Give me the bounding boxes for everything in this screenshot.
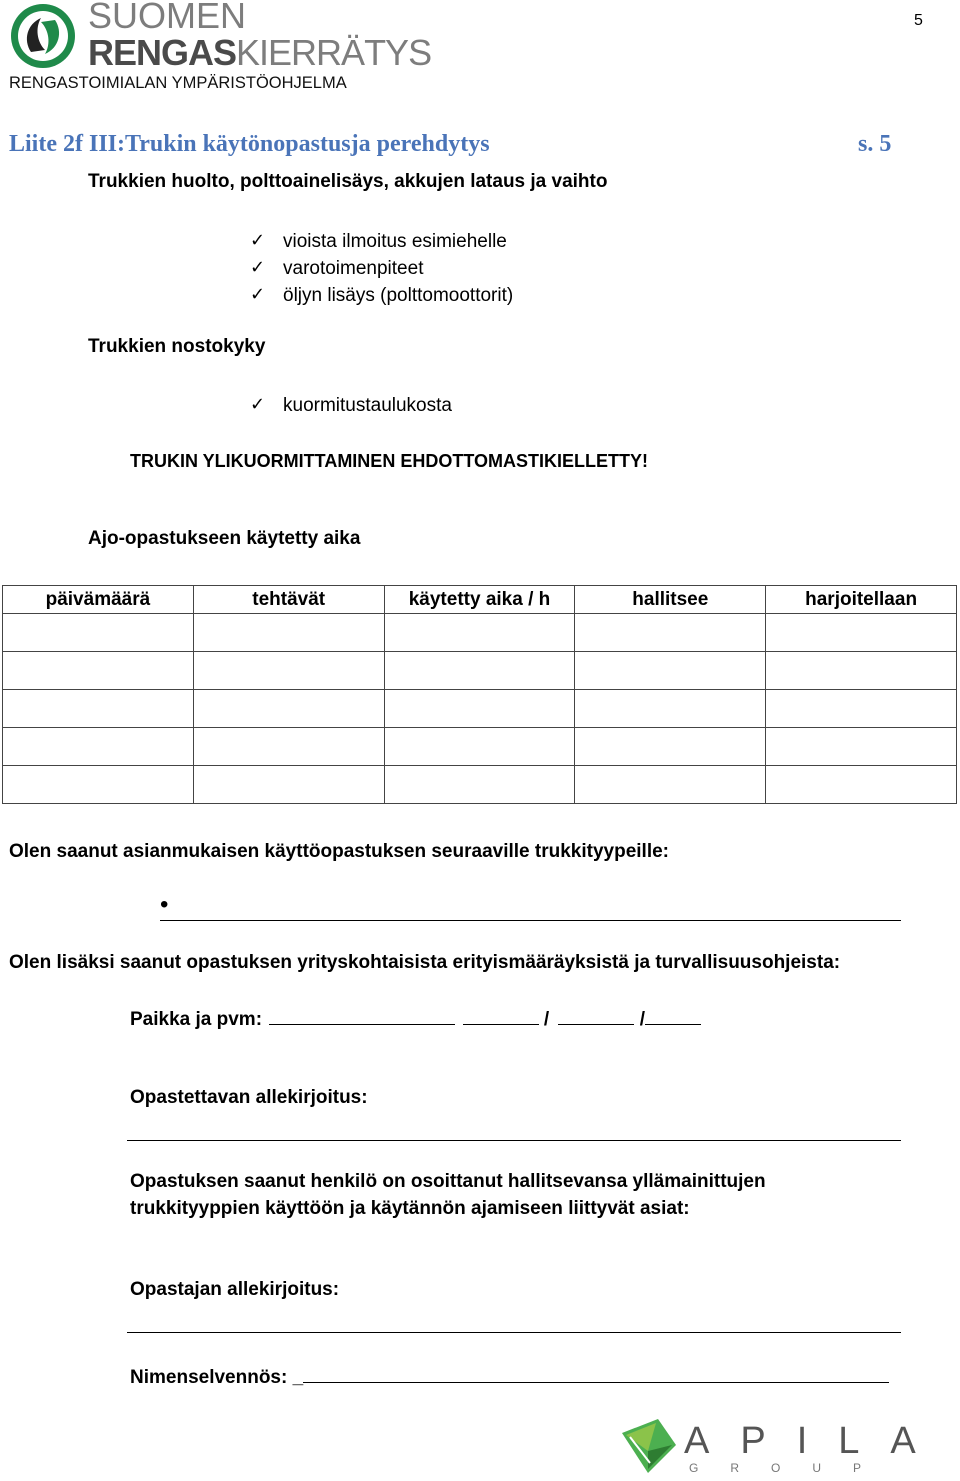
table-row xyxy=(3,614,957,652)
table-cell[interactable] xyxy=(384,614,575,652)
competence-statement-line1: Opastuksen saanut henkilö on osoittanut hallitsevansa yllämainittujen xyxy=(130,1171,766,1192)
table-cell[interactable] xyxy=(766,652,957,690)
page-number: 5 xyxy=(914,12,923,29)
apila-wordmark: APILA xyxy=(684,1420,947,1462)
table-cell[interactable] xyxy=(384,766,575,804)
overload-warning: TRUKIN YLIKUORMITTAMINEN EHDOTTOMASTIKIELLETTY! xyxy=(130,451,648,471)
competence-statement-line2: trukkityyppien käyttöön ja käytännön ajamiseen liittyvät asiat: xyxy=(130,1198,690,1219)
column-header-time-used: käytetty aika / h xyxy=(384,586,575,614)
table-row xyxy=(3,652,957,690)
table-cell[interactable] xyxy=(193,766,384,804)
month-input-line[interactable] xyxy=(558,1006,634,1025)
table-cell[interactable] xyxy=(766,728,957,766)
table-cell[interactable] xyxy=(193,690,384,728)
table-cell[interactable] xyxy=(575,766,766,804)
table-cell[interactable] xyxy=(193,614,384,652)
table-cell[interactable] xyxy=(193,728,384,766)
maintenance-item: vioista ilmoitus esimiehelle xyxy=(283,231,507,252)
received-types-statement: Olen saanut asianmukaisen käyttöopastuksen seuraaville trukkityypeille: xyxy=(9,841,669,862)
capacity-item: kuormitustaulukosta xyxy=(283,395,452,416)
trainee-signature-label: Opastettavan allekirjoitus: xyxy=(130,1087,368,1108)
table-cell[interactable] xyxy=(3,652,194,690)
schedule-table xyxy=(2,585,957,804)
name-clarification-label: Nimenselvennös: _ xyxy=(130,1367,304,1388)
received-instructions-statement: Olen lisäksi saanut opastuksen yrityskohtaisista erityismääräyksistä ja turvallisuusohjeista: xyxy=(9,952,841,973)
year-input-line[interactable] xyxy=(645,1006,701,1025)
document-title: Liite 2f III:Trukin käytönopastusja perehdytys xyxy=(9,131,490,157)
maintenance-heading: Trukkien huolto, polttoainelisäys, akkujen lataus ja vaihto xyxy=(88,171,608,192)
brand-name-line2 xyxy=(88,33,431,73)
table-row xyxy=(3,728,957,766)
table-row xyxy=(3,690,957,728)
check-icon: ✓ xyxy=(250,257,266,277)
table-cell[interactable] xyxy=(384,728,575,766)
table-row xyxy=(3,766,957,804)
trainee-signature-line[interactable] xyxy=(127,1140,901,1141)
check-icon: ✓ xyxy=(250,230,266,250)
bullet-icon: • xyxy=(160,891,169,918)
schedule-heading: Ajo-opastukseen käytetty aika xyxy=(88,528,361,549)
table-cell[interactable] xyxy=(3,690,194,728)
column-header-tasks: tehtävät xyxy=(193,586,384,614)
maintenance-item: öljyn lisäys (polttomoottorit) xyxy=(283,285,514,306)
table-cell[interactable] xyxy=(3,728,194,766)
suomen-rengaskierratys-logo-icon xyxy=(9,2,77,70)
table-cell[interactable] xyxy=(766,690,957,728)
brand-name-kierratys: KIERRÄTYS xyxy=(236,32,432,73)
maintenance-item: varotoimenpiteet xyxy=(283,258,424,279)
column-header-masters: hallitsee xyxy=(575,586,766,614)
truck-types-input-line[interactable] xyxy=(160,920,901,921)
day-input-line[interactable] xyxy=(463,1006,539,1025)
table-cell[interactable] xyxy=(575,690,766,728)
place-date-row xyxy=(130,1006,701,1031)
table-header-row xyxy=(3,586,957,614)
check-icon: ✓ xyxy=(250,394,266,414)
brand-name-rengas: RENGAS xyxy=(88,32,237,73)
column-header-date: päivämäärä xyxy=(3,586,194,614)
table-cell[interactable] xyxy=(3,766,194,804)
capacity-heading: Trukkien nostokyky xyxy=(88,336,266,357)
title-page-reference: s. 5 xyxy=(858,131,892,157)
table-cell[interactable] xyxy=(575,728,766,766)
column-header-practicing: harjoitellaan xyxy=(766,586,957,614)
check-icon: ✓ xyxy=(250,284,266,304)
table-cell[interactable] xyxy=(384,690,575,728)
place-input-line[interactable] xyxy=(269,1006,455,1025)
name-clarification-input-line[interactable] xyxy=(303,1364,889,1383)
trainer-signature-line[interactable] xyxy=(127,1332,901,1333)
table-cell[interactable] xyxy=(193,652,384,690)
table-cell[interactable] xyxy=(766,614,957,652)
trainer-signature-label: Opastajan allekirjoitus: xyxy=(130,1279,340,1300)
date-separator: / xyxy=(543,1009,550,1030)
table-cell[interactable] xyxy=(575,652,766,690)
place-date-label: Paikka ja pvm: xyxy=(130,1009,263,1030)
brand-subtitle: RENGASTOIMIALAN YMPÄRISTÖOHJELMA xyxy=(9,74,347,92)
apila-group-text: GROUP xyxy=(689,1461,894,1475)
table-cell[interactable] xyxy=(384,652,575,690)
table-cell[interactable] xyxy=(3,614,194,652)
name-clarification-row xyxy=(130,1364,889,1389)
date-separator: / xyxy=(639,1009,645,1030)
brand-name-line1: SUOMEN xyxy=(88,0,247,36)
apila-leaf-icon xyxy=(618,1415,680,1477)
table-cell[interactable] xyxy=(766,766,957,804)
table-cell[interactable] xyxy=(575,614,766,652)
